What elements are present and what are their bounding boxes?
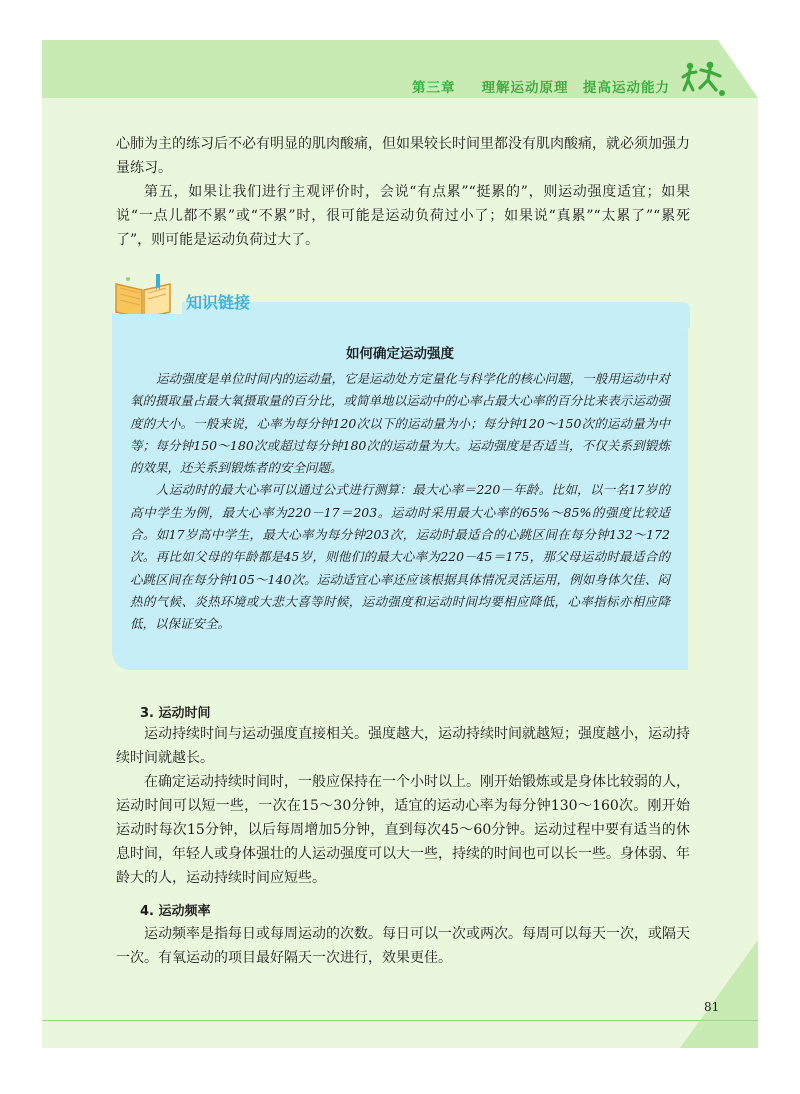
section-4-text <box>116 922 690 970</box>
footer-corner-decoration <box>680 940 758 1048</box>
section-3-paragraph-1: 运动持续时间与运动强度直接相关。强度越大，运动持续时间就越短；强度越小，运动持续时间就越长。 <box>116 726 690 766</box>
section-3-text <box>116 722 690 890</box>
intro-text <box>116 132 690 252</box>
chapter-title: 理解运动原理 提高运动能力 <box>481 80 670 96</box>
knowledge-link-label: 知识链接 <box>186 293 251 312</box>
section-4-paragraph-1: 运动频率是指每日或每周运动的次数。每日可以一次或两次。每周可以每天一次，或隔天一次。有氧运动的项目最好隔天一次进行，效果更佳。 <box>116 926 690 966</box>
intro-paragraph-1: 心肺为主的练习后不必有明显的肌肉酸痛，但如果较长时间里都没有肌肉酸痛，就必须加强力量练习。 <box>116 136 690 176</box>
knowledge-text <box>130 368 670 636</box>
footer-line <box>42 1020 758 1021</box>
page-number: 81 <box>704 1000 720 1014</box>
chapter-label: 第三章 <box>412 80 456 96</box>
knowledge-paragraph-1: 运动强度是单位时间内的运动量，它是运动处方定量化与科学化的核心问题，一般用运动中对氧的摄取量占最大氧摄取量的百分比，或简单地以运动中的心率占最大心率的百分比来表示运动强度的大小。一般来说，心率为每分钟120次以下的运动量为小；每分钟120～150次的运动量为中等；每分钟150～180次或超过每分钟180次的运动量为大。运动强度是否适当，不仅关系到锻炼的效果，还关系到锻炼者的安全问题。 <box>130 371 670 476</box>
section-3-paragraph-2: 在确定运动持续时间时，一般应保持在一个小时以上。刚开始锻炼或是身体比较弱的人，运动时间可以短一些，一次在15～30分钟，适宜的运动心率为每分钟130～160次。刚开始运动时每次15分钟，以后每周增加5分钟，直到每次45～60分钟。运动过程中要有适当的休息时间，年轻人或身体强壮的人运动强度可以大一些，持续的时间也可以长一些。身体弱、年龄大的人，运动持续时间应短些。 <box>116 774 690 886</box>
intro-paragraph-2: 第五，如果让我们进行主观评价时，会说“有点累”“挺累的”，则运动强度适宜；如果说“一点儿都不累”或“不累”时，很可能是运动负荷过小了；如果说“真累”“太累了”“累死了”，则可能是运动负荷过大了。 <box>116 184 690 248</box>
running-header <box>412 76 670 96</box>
athletes-icon <box>680 60 726 98</box>
section-4-heading: 4. 运动频率 <box>140 904 211 919</box>
section-3-heading: 3. 运动时间 <box>140 706 211 721</box>
knowledge-title: 如何确定运动强度 <box>346 346 454 362</box>
knowledge-paragraph-2: 人运动时的最大心率可以通过公式进行测算：最大心率＝220－年龄。比如，以一名17岁的高中学生为例，最大心率为220－17＝203。运动时采用最大心率的65%～85%的强度比较适合。如17岁高中学生，最大心率为每分钟203次，运动时最适合的心跳区间在每分钟132～172次。再比如父母的年龄都是45岁，则他们的最大心率为220－45＝175，那父母运动时最适合的心跳区间在每分钟105～140次。运动适宜心率还应该根据具体情况灵活运用，例如身体欠佳、闷热的气候、炎热环境或大悲大喜等时候，运动强度和运动时间均要相应降低，心率指标亦相应降低，以保证安全。 <box>130 482 670 632</box>
